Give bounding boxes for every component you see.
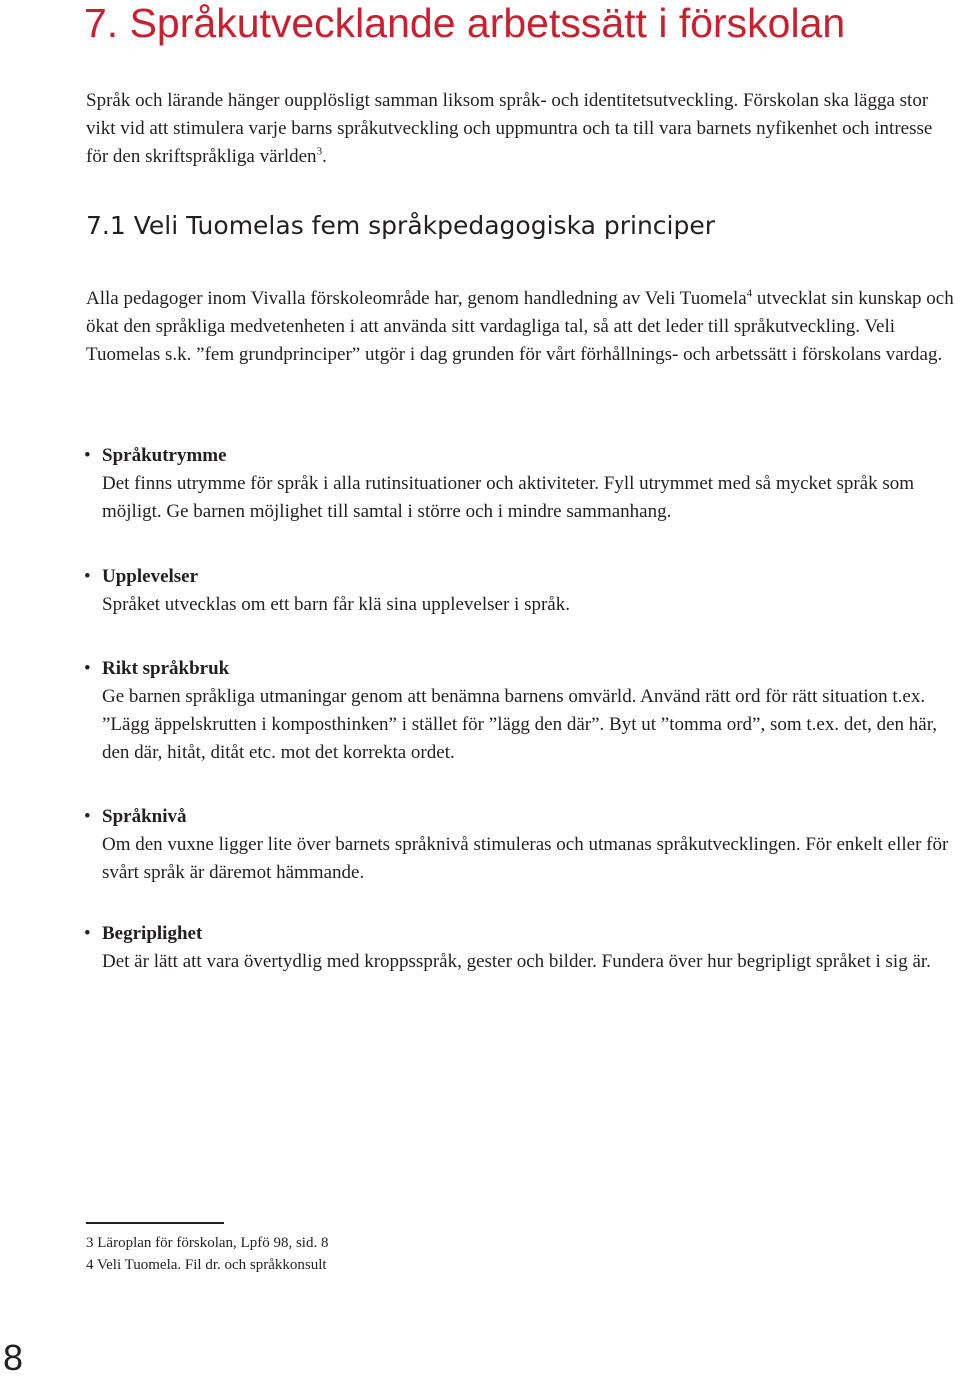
principles-intro-text-part2: utvecklat sin kunskap och ökat den språkliga medvetenheten i att använda sitt vardagliga tal, så att det leder till språkutveckling. Veli Tuomelas s.k. ”fem grundprinciper” utgör i dag grunden för vårt förhållnings- och arbetssätt i förskolans vardag. <box>86 288 954 365</box>
principle-title: Begriplighet <box>102 923 203 944</box>
principle-text: Språket utvecklas om ett barn får klä sina upplevelser i språk. <box>102 594 570 615</box>
principles-intro-text-part1: Alla pedagoger inom Vivalla förskoleområde har, genom handledning av Veli Tuomela <box>86 288 747 309</box>
bullet-icon: • <box>84 923 91 944</box>
principle-text: Om den vuxne ligger lite över barnets språknivå stimuleras och utmanas språkutvecklingen. För enkelt eller för svårt språk är däremot hämmande. <box>102 834 949 883</box>
section-title: 7.1 Veli Tuomelas fem språkpedagogiska principer <box>86 211 716 240</box>
footnote-ref-4[interactable]: 4 <box>746 287 753 300</box>
principle-text: Det finns utrymme för språk i alla rutinsituationer och aktiviteter. Fyll utrymmet med så mycket språk som möjligt. Ge barnen möjlighet till samtal i större och i mindre sammanhang. <box>102 473 915 522</box>
intro-text: Språk och lärande hänger oupplösligt samman liksom språk- och identitetsutveckling. Förskolan ska lägga stor vikt vid att stimulera varje barns språkutveckling och uppmuntra och ta till vara barnets nyfikenhet och intresse för den skriftspråkliga världen <box>86 90 933 167</box>
chapter-title: 7. Språkutvecklande arbetssätt i förskolan <box>84 0 846 46</box>
principle-title: Språkutrymme <box>102 445 227 466</box>
principle-title: Upplevelser <box>102 566 199 587</box>
bullet-icon: • <box>84 806 91 827</box>
bullet-icon: • <box>84 445 91 466</box>
footnote-divider <box>86 1222 224 1224</box>
bullet-icon: • <box>84 658 91 679</box>
principle-text: Ge barnen språkliga utmaningar genom att benämna barnens omvärld. Använd rätt ord för rätt situation t.ex. ”Lägg äppelskrutten i komposthinken” i stället för ”lägg den där”. Byt ut ”tomma ord”, som t.ex. det, den här, den där, hitåt, ditåt etc. mot det korrekta ordet. <box>102 686 938 763</box>
principle-title: Rikt språkbruk <box>102 658 230 679</box>
intro-paragraph <box>86 87 956 171</box>
principles-intro-paragraph <box>86 285 960 369</box>
principle-text: Det är lätt att vara övertydlig med kroppsspråk, gester och bilder. Fundera över hur begripligt språket i sig är. <box>102 951 931 972</box>
principle-title: Språknivå <box>102 806 187 827</box>
page-number: 8 <box>3 1337 24 1378</box>
footnote-3: 3 Läroplan för förskolan, Lpfö 98, sid. 8 <box>86 1235 329 1251</box>
footnote-4: 4 Veli Tuomela. Fil dr. och språkkonsult <box>86 1257 327 1273</box>
footnote-ref-3[interactable]: 3 <box>316 145 323 158</box>
bullet-icon: • <box>84 566 91 587</box>
intro-end: . <box>322 146 327 167</box>
